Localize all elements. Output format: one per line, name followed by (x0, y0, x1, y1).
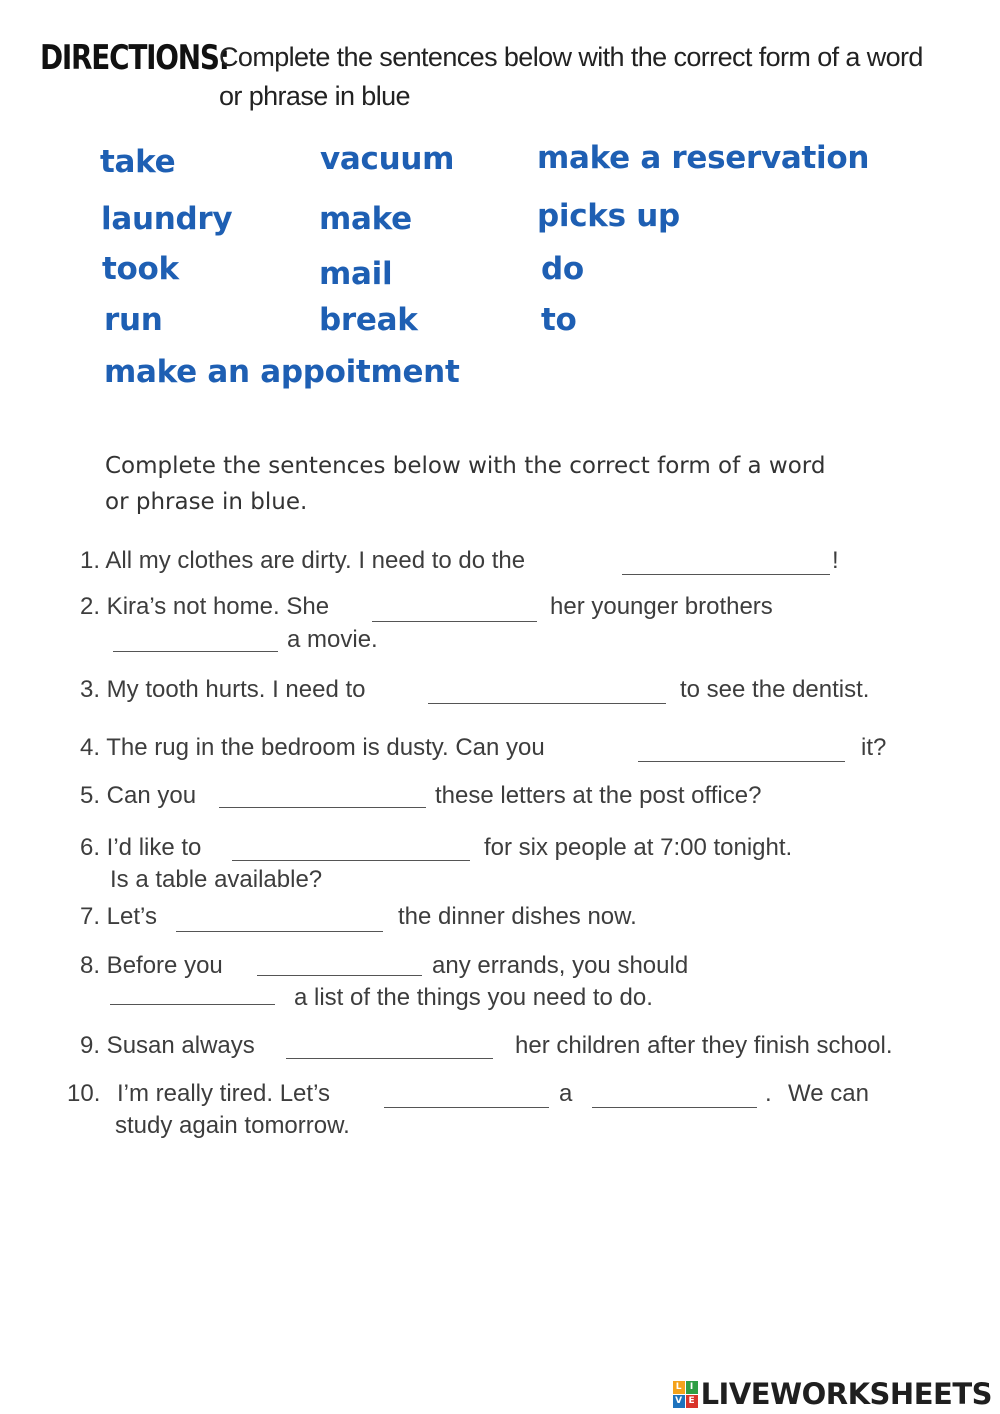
word-bank-item: to (541, 302, 577, 338)
directions-line-2: or phrase in blue (219, 81, 410, 111)
answer-blank[interactable] (257, 975, 422, 976)
word-bank-item: make an appoitment (104, 354, 460, 390)
answer-blank[interactable] (638, 761, 845, 762)
question-5-end: these letters at the post office? (435, 782, 762, 809)
question-8-end: a list of the things you need to do. (294, 984, 653, 1011)
question-3-text: 3. My tooth hurts. I need to (80, 676, 366, 703)
word-bank-item: took (102, 251, 179, 287)
word-bank-item: run (104, 302, 163, 338)
logo-mark-letter: I (686, 1381, 698, 1394)
directions-label: DIRECTIONS: (40, 38, 229, 78)
word-bank-item: make a reservation (537, 140, 870, 176)
question-6-middle: for six people at 7:00 tonight. (484, 834, 793, 861)
answer-blank[interactable] (592, 1107, 757, 1108)
answer-blank[interactable] (113, 651, 278, 652)
question-6-text: 6. I’d like to (80, 834, 202, 861)
question-2-text: 2. Kira’s not home. She (80, 593, 330, 620)
answer-blank[interactable] (384, 1107, 549, 1108)
logo-mark-letter: L (673, 1381, 685, 1394)
question-9-text: 9. Susan always (80, 1032, 255, 1059)
question-5-text: 5. Can you (80, 782, 197, 809)
answer-blank[interactable] (372, 621, 537, 622)
word-bank-item: do (541, 251, 584, 287)
question-10-number: 10. (67, 1080, 101, 1107)
directions-line-1: Complete the sentences below with the correct form of a word (219, 42, 923, 72)
instructions-line-2: or phrase in blue. (105, 489, 308, 515)
answer-blank[interactable] (428, 703, 666, 704)
answer-blank[interactable] (110, 1004, 275, 1005)
word-bank-item: take (100, 144, 176, 180)
question-2-middle: her younger brothers (550, 593, 773, 620)
question-10-end: study again tomorrow. (115, 1112, 350, 1139)
question-9-end: her children after they finish school. (515, 1032, 893, 1059)
logo-text: LIVEWORKSHEETS (700, 1377, 992, 1411)
question-10-text: I’m really tired. Let’s (117, 1080, 330, 1107)
answer-blank[interactable] (219, 807, 426, 808)
word-bank-item: picks up (537, 198, 680, 234)
word-bank-item: vacuum (320, 141, 455, 177)
word-bank-item: break (319, 302, 418, 338)
question-1-text: 1. All my clothes are dirty. I need to do the (80, 547, 526, 574)
word-bank-item: mail (319, 256, 393, 292)
question-10-tail: We can (788, 1080, 869, 1107)
answer-blank[interactable] (622, 574, 830, 575)
instructions-line-1: Complete the sentences below with the correct form of a word (105, 453, 826, 479)
question-4-end: it? (861, 734, 887, 761)
question-8-text: 8. Before you (80, 952, 223, 979)
question-6-end: Is a table available? (110, 866, 323, 893)
question-2-end: a movie. (287, 626, 378, 653)
word-bank-item: laundry (101, 201, 233, 237)
logo-mark-icon (673, 1381, 698, 1408)
liveworksheets-logo (673, 1378, 992, 1410)
question-1-end: ! (832, 547, 839, 574)
answer-blank[interactable] (286, 1058, 493, 1059)
logo-mark-letter: V (673, 1395, 685, 1408)
question-7-text: 7. Let’s (80, 903, 157, 930)
question-10-middle: a (559, 1080, 573, 1107)
word-bank-item: make (319, 201, 412, 237)
answer-blank[interactable] (176, 931, 383, 932)
answer-blank[interactable] (232, 860, 470, 861)
question-8-middle: any errands, you should (432, 952, 689, 979)
question-4-text: 4. The rug in the bedroom is dusty. Can you (80, 734, 545, 761)
logo-mark-letter: E (686, 1395, 698, 1408)
question-10-period: . (765, 1080, 772, 1107)
question-3-end: to see the dentist. (680, 676, 870, 703)
question-7-end: the dinner dishes now. (398, 903, 637, 930)
